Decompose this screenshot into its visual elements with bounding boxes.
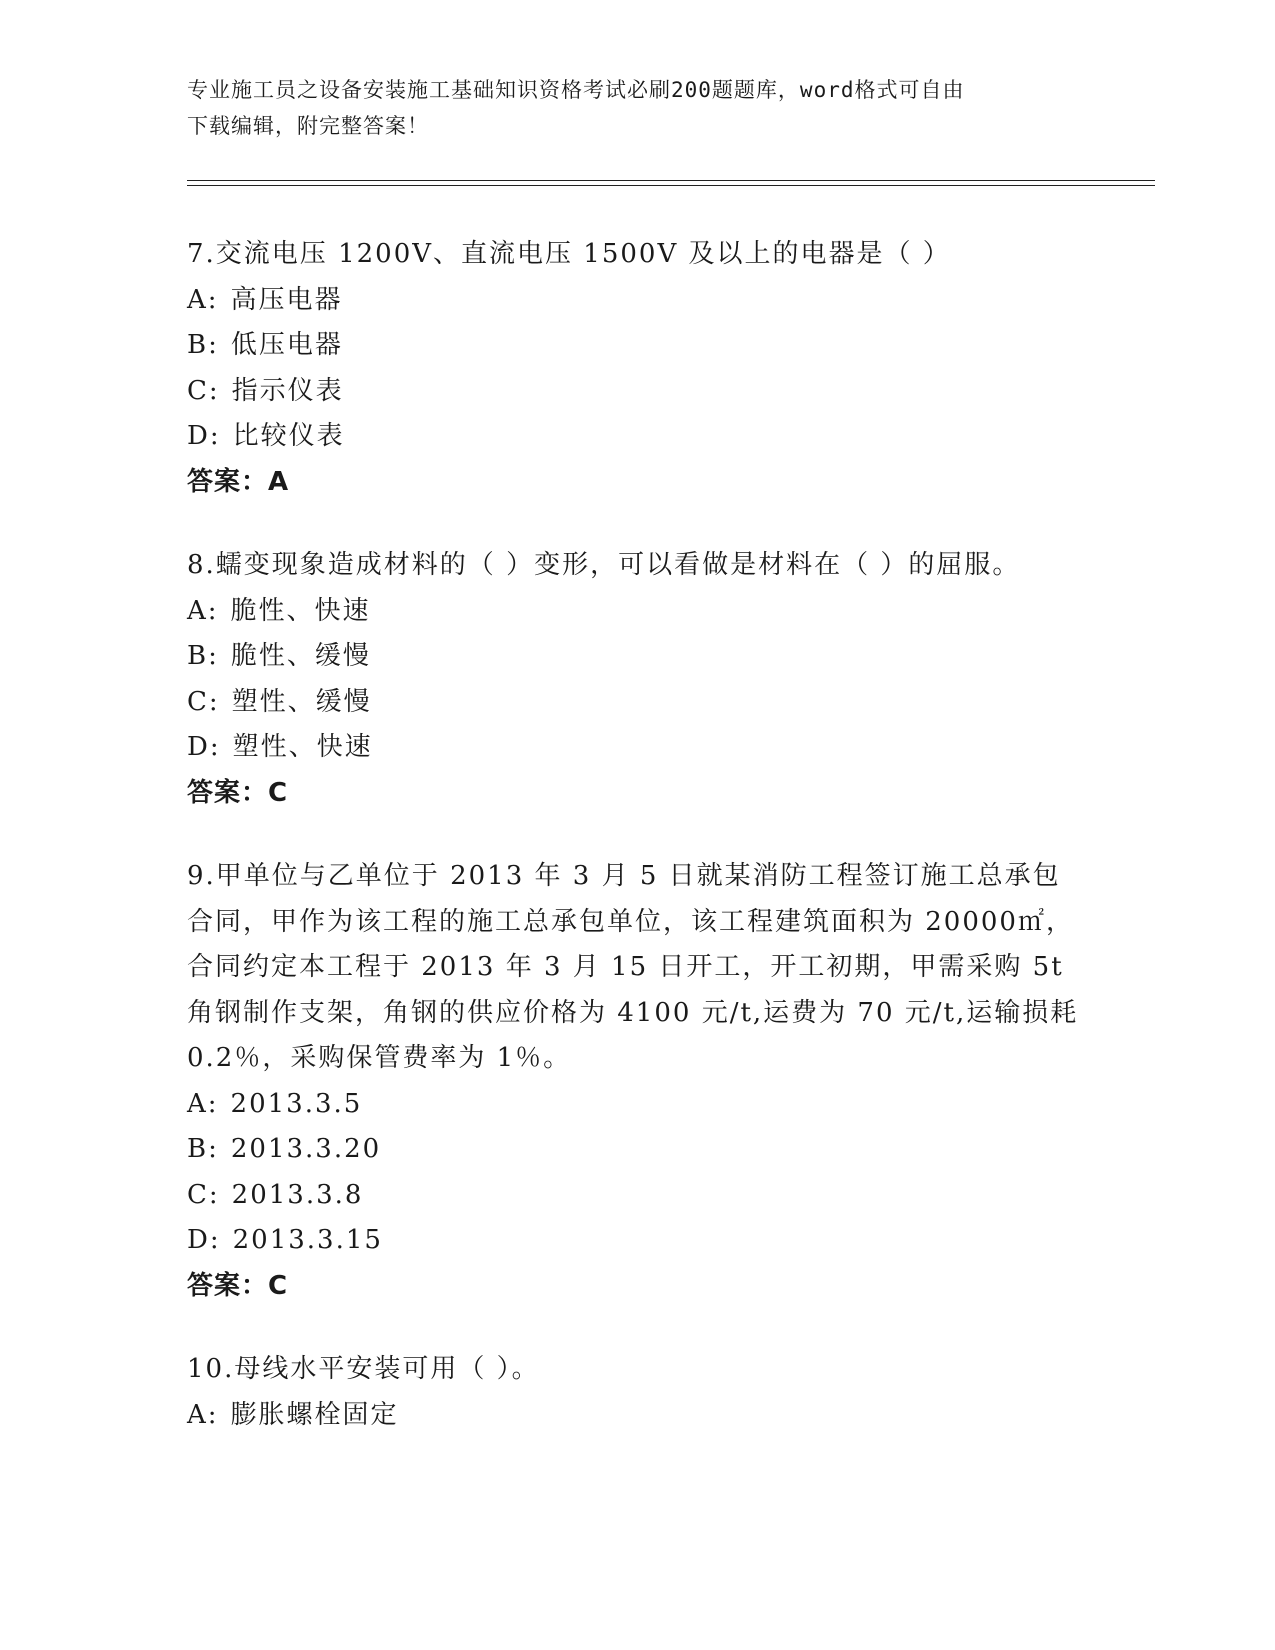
header-divider-bottom bbox=[187, 185, 1155, 186]
option-letter: B: bbox=[187, 330, 219, 360]
question-9 bbox=[187, 854, 1087, 1309]
option-letter: A: bbox=[187, 1088, 219, 1119]
option-text: 指示仪表 bbox=[231, 375, 344, 406]
header-divider-top bbox=[187, 180, 1155, 181]
option-letter: C: bbox=[187, 1179, 220, 1210]
option-letter: D: bbox=[187, 732, 221, 762]
answer-line: 答案：C bbox=[187, 1270, 289, 1301]
question-7 bbox=[187, 232, 1087, 505]
option-text: 2013.3.5 bbox=[230, 1088, 363, 1119]
option-letter: B: bbox=[187, 641, 219, 671]
option-c bbox=[187, 680, 1087, 726]
option-text: 脆性、快速 bbox=[230, 595, 371, 626]
option-text: 2013.3.8 bbox=[231, 1179, 364, 1210]
option-text: 高压电器 bbox=[230, 284, 343, 315]
option-c bbox=[187, 1173, 1087, 1219]
option-b bbox=[187, 1127, 1087, 1173]
question-8 bbox=[187, 543, 1087, 816]
option-text: 低压电器 bbox=[230, 330, 343, 360]
option-letter: D: bbox=[187, 1225, 221, 1255]
option-a bbox=[187, 1393, 1087, 1439]
option-letter: C: bbox=[187, 375, 220, 406]
question-stem: 8.蠕变现象造成材料的（ ）变形，可以看做是材料在（ ）的屈服。 bbox=[187, 550, 1021, 580]
option-text: 2013.3.20 bbox=[230, 1134, 382, 1164]
question-10 bbox=[187, 1347, 1087, 1438]
option-c bbox=[187, 369, 1087, 415]
option-text: 塑性、缓慢 bbox=[231, 686, 372, 717]
option-letter: B: bbox=[187, 1134, 219, 1164]
question-stem: 9.甲单位与乙单位于 2013 年 3 月 5 日就某消防工程签订施工总承包合同，甲作为该工程的施工总承包单位，该工程建筑面积为 20000㎡，合同约定本工程于 2013 年 3 月 15 日开工，开工初期，甲需采购 5t 角钢制作支架，角钢的供应价格为 4100 元/t,运费为 70 元/t,运输损耗 0.2％，采购保管费率为 1％。 bbox=[187, 861, 1079, 1073]
answer-line: 答案：C bbox=[187, 777, 289, 808]
option-d bbox=[187, 725, 1087, 771]
option-text: 脆性、缓慢 bbox=[230, 641, 371, 671]
answer-line: 答案：A bbox=[187, 466, 290, 497]
header-title-line-2: 下载编辑，附完整答案！ bbox=[187, 114, 429, 138]
document-header bbox=[187, 72, 1067, 144]
option-d bbox=[187, 1218, 1087, 1264]
question-stem: 10.母线水平安装可用（ ）。 bbox=[187, 1354, 540, 1384]
option-letter: A: bbox=[187, 1399, 219, 1430]
option-text: 比较仪表 bbox=[232, 421, 345, 451]
option-text: 2013.3.15 bbox=[232, 1225, 383, 1255]
option-a bbox=[187, 278, 1087, 324]
option-b bbox=[187, 323, 1087, 369]
option-a bbox=[187, 1082, 1087, 1128]
question-stem: 7.交流电压 1200V、直流电压 1500V 及以上的电器是（ ） bbox=[187, 239, 951, 269]
option-d bbox=[187, 414, 1087, 460]
option-text: 膨胀螺栓固定 bbox=[230, 1399, 399, 1430]
option-letter: D: bbox=[187, 421, 221, 451]
option-letter: A: bbox=[187, 595, 219, 626]
option-letter: A: bbox=[187, 284, 219, 315]
header-title-line-1: 专业施工员之设备安装施工基础知识资格考试必刷200题题库，word格式可自由 bbox=[187, 78, 965, 102]
option-a bbox=[187, 589, 1087, 635]
option-text: 塑性、快速 bbox=[232, 732, 373, 762]
option-letter: C: bbox=[187, 686, 220, 717]
question-list bbox=[187, 232, 1087, 1476]
option-b bbox=[187, 634, 1087, 680]
